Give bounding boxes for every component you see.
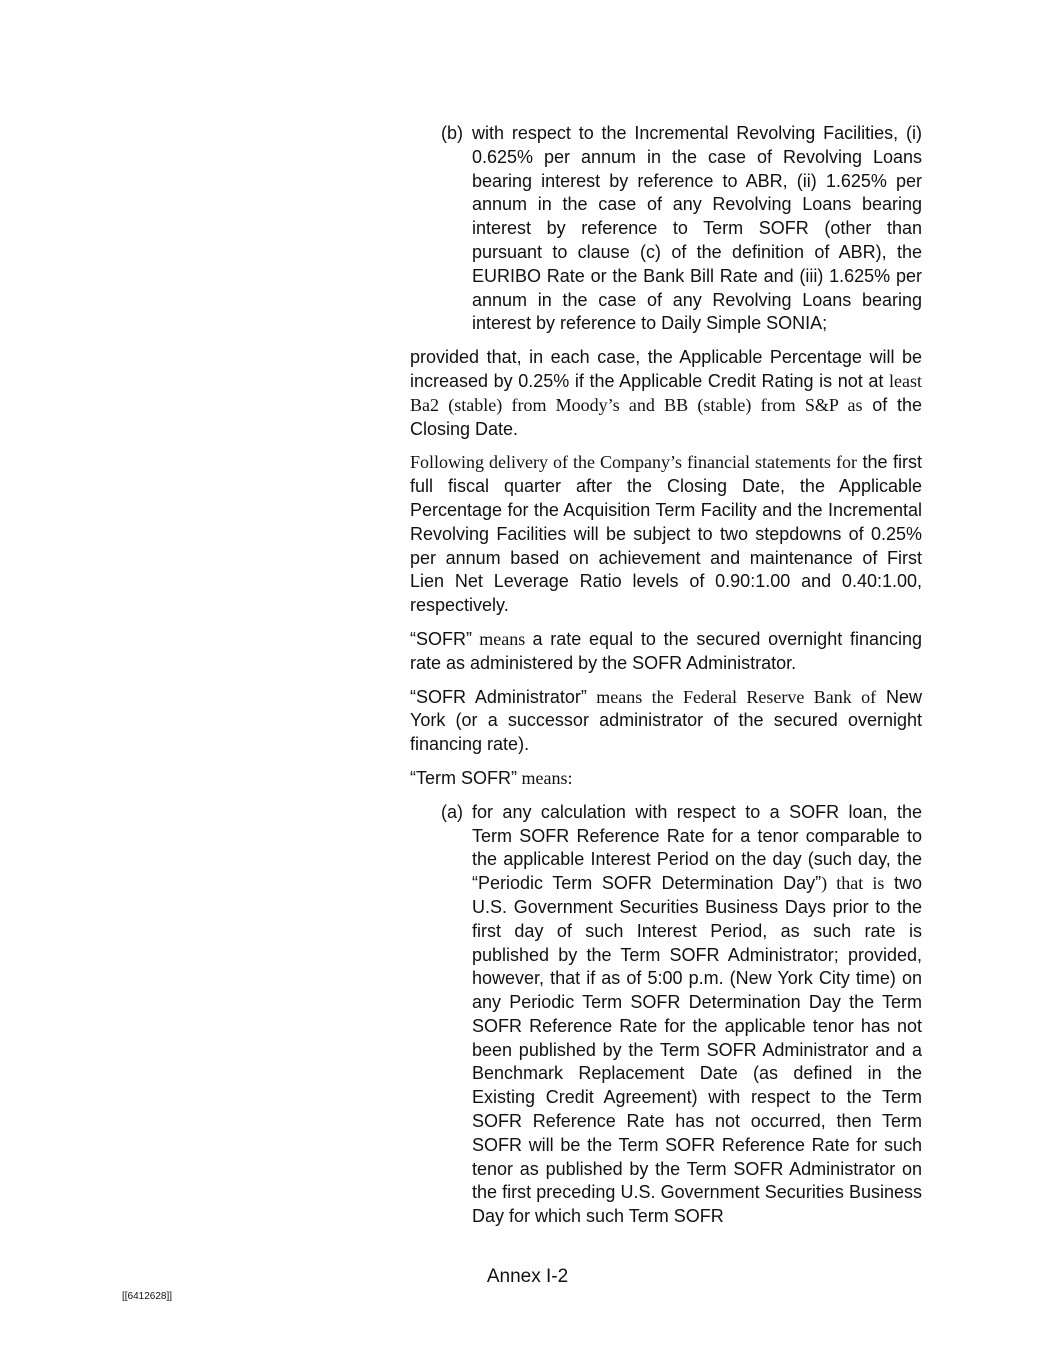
term-sofr-term: “Term SOFR” xyxy=(410,767,517,788)
proviso-text-2: least Ba2 (stable) from Moody’s and BB (stable) from S&P as xyxy=(410,370,922,415)
stepdown-paragraph xyxy=(410,451,922,618)
stepdown-text-2: the first full fiscal quarter after the Closing Date, the Applicable Percentage for the Acquisition Term Facility and the Incremental Revolving Facilities will be subject to two stepdowns of 0.25% per annum based on achievement and maintenance of First Lien Net Leverage Ratio levels of 0.90:1.00 and 0.40:1.00, respectively. xyxy=(410,452,922,616)
clause-a-label: (a) xyxy=(441,801,463,822)
clause-b-label: (b) xyxy=(441,123,463,143)
clause-a xyxy=(410,801,922,1229)
proviso-text-3: of the Closing Date. xyxy=(410,394,922,439)
sofr-admin-text: New York (or a successor administrator of the secured overnight financing rate). xyxy=(410,686,922,755)
sofr-admin-means: means the Federal Reserve Bank of xyxy=(586,686,877,707)
document-id: [[6412628]] xyxy=(122,1291,173,1302)
term-sofr-means: means: xyxy=(517,767,573,788)
clause-b xyxy=(410,122,922,336)
sofr-definition xyxy=(410,628,922,676)
document-body xyxy=(410,122,922,1229)
proviso-text-1: provided that, in each case, the Applicable Percentage will be increased by 0.25% if the Applicable Credit Rating is not at xyxy=(410,347,922,391)
clause-a-text-1: for any calculation with respect to a SOFR loan, the Term SOFR Reference Rate for a tenor comparable to the applicable Interest Period on the day (such day, the “Periodic Term SOFR Determination Day” xyxy=(472,801,922,894)
stepdown-text-1: Following delivery of the Company’s financial statements for xyxy=(410,452,857,473)
clause-b-text: with respect to the Incremental Revolving Facilities, (i) 0.625% per annum in the case of Revolving Loans bearing interest by reference to ABR, (ii) 1.625% per annum in the case of any Revolving Loans bearing interest by reference to Term SOFR (other than pursuant to clause (c) of the definition of ABR), the EURIBO Rate or the Bank Bill Rate and (iii) 1.625% per annum in the case of any Revolving Loans bearing interest by reference to Daily Simple SONIA; xyxy=(472,123,922,334)
term-sofr-definition xyxy=(410,767,922,791)
sofr-term: “SOFR” xyxy=(410,628,472,649)
sofr-text: a rate equal to the secured overnight financing rate as administered by the SOFR Administrator. xyxy=(410,628,923,673)
clause-a-text-3: two U.S. Government Securities Business Days prior to the first day of such Interest Period, as such rate is published by the Term SOFR Administrator; provided, however, that if as of 5:00 p.m. (New York City time) on any Periodic Term SOFR Determination Day the Term SOFR Reference Rate for the applicable tenor has not been published by the Term SOFR Administrator and a Benchmark Replacement Date (as defined in the Existing Credit Agreement) with respect to the Term SOFR Reference Rate has not occurred, then Term SOFR will be the Term SOFR Reference Rate for such tenor as published by the Term SOFR Administrator on the first preceding U.S. Government Securities Business Day for which such Term SOFR xyxy=(472,873,922,1227)
proviso-paragraph xyxy=(410,346,922,441)
page-footer: Annex I-2 xyxy=(486,1266,569,1287)
sofr-means: means xyxy=(472,628,533,649)
sofr-admin-term: “SOFR Administrator” xyxy=(410,686,587,707)
sofr-administrator-definition xyxy=(410,686,922,757)
clause-a-text-2: ) that is xyxy=(821,873,885,894)
